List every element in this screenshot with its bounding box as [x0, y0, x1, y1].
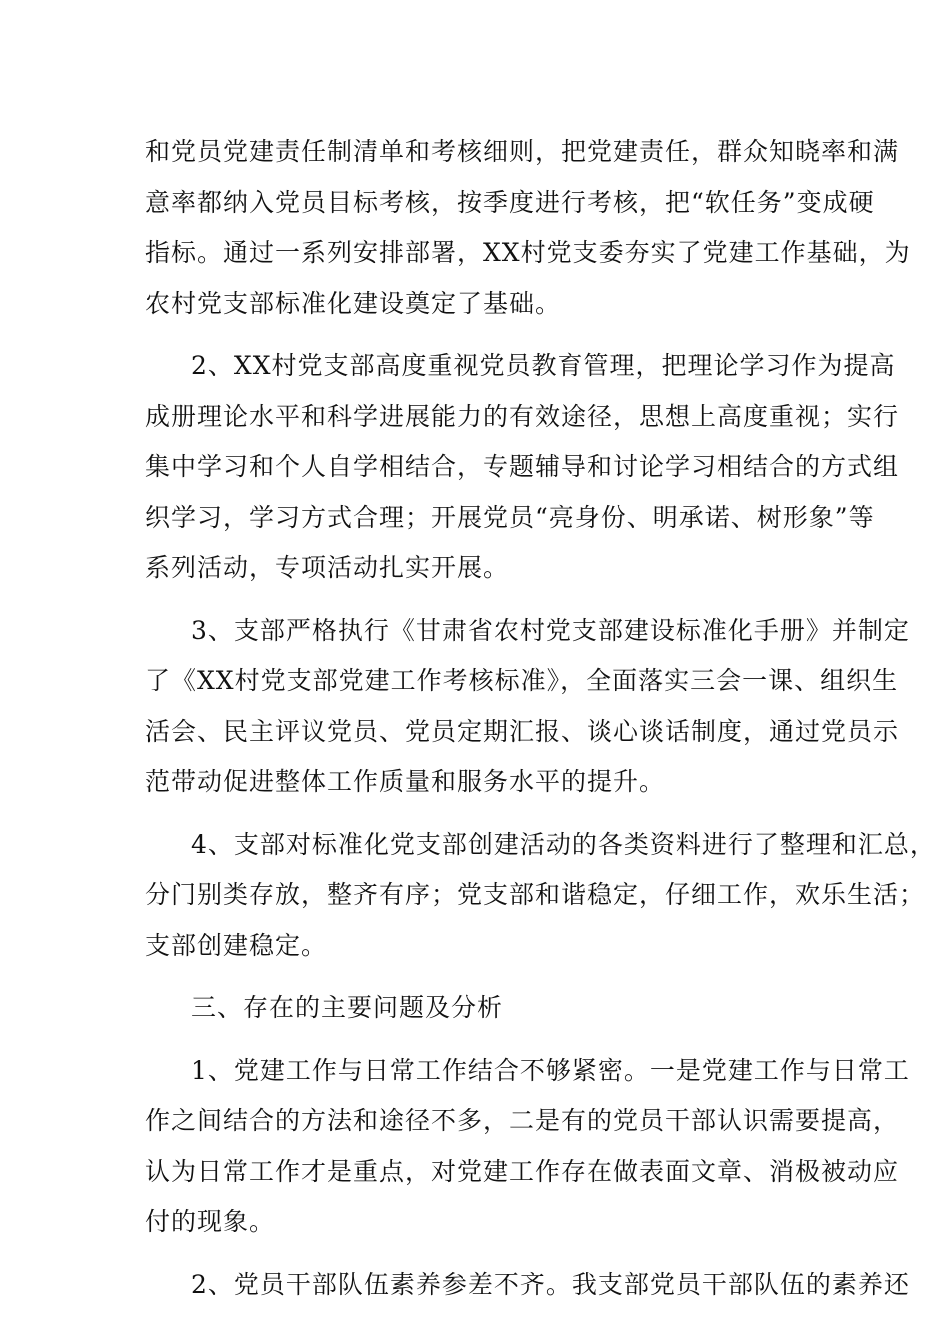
- text-line: 意率都纳入党员目标考核，按季度进行考核，把“软任务”变成硬: [145, 187, 875, 217]
- text-line: 3、支部严格执行《甘肃省农村党支部建设标准化手册》并制定: [191, 615, 910, 645]
- text-line: 活会、民主评议党员、党员定期汇报、谈心谈话制度，通过党员示: [145, 716, 900, 746]
- text-line: 和党员党建责任制清单和考核细则，把党建责任，群众知晓率和满: [145, 137, 900, 166]
- text-line: 认为日常工作才是重点，对党建工作存在做表面文章、消极被动应: [145, 1156, 900, 1186]
- paragraph-gap: [145, 1034, 817, 1046]
- paragraph-gap: [145, 594, 817, 606]
- text-line: 农村党支部标准化建设奠定了基础。: [145, 288, 562, 318]
- text-line: 1、党建工作与日常工作结合不够紧密。一是党建工作与日常工: [191, 1055, 910, 1085]
- text-line: 系列活动，专项活动扎实开展。: [145, 553, 510, 582]
- text-line: 三、存在的主要问题及分析: [191, 993, 504, 1022]
- paragraph-gap: [145, 971, 817, 983]
- text-line: 2、党员干部队伍素养参差不齐。我支部党员干部队伍的素养还: [191, 1269, 910, 1299]
- paragraph-gap: [145, 1248, 817, 1260]
- text-line: 支部创建稳定。: [145, 930, 328, 960]
- body-text: [145, 127, 936, 1310]
- text-line: 指标。通过一系列安排部署，XX村党支委夯实了党建工作基础，为: [145, 238, 911, 267]
- text-line: 付的现象。: [145, 1207, 276, 1236]
- text-line: 集中学习和个人自学相结合，专题辅导和讨论学习相结合的方式组: [145, 452, 900, 481]
- text-line: 2、XX村党支部高度重视党员教育管理，把理论学习作为提高: [191, 351, 896, 380]
- text-line: 作之间结合的方法和途径不多，二是有的党员干部认识需要提高，: [145, 1106, 900, 1135]
- text-line: 织学习，学习方式合理；开展党员“亮身份、明承诺、树形象”等: [145, 502, 875, 532]
- text-line: 4、支部对标准化党支部创建活动的各类资料进行了整理和汇总，: [191, 829, 936, 859]
- text-line: 成册理论水平和科学进展能力的有效途径，思想上高度重视；实行: [145, 401, 900, 431]
- text-line: 了《XX村党支部党建工作考核标准》，全面落实三会一课、组织生: [145, 666, 899, 695]
- paragraph-gap: [145, 808, 817, 820]
- paragraph-gap: [145, 329, 817, 341]
- text-line: 范带动促进整体工作质量和服务水平的提升。: [145, 767, 666, 796]
- text-line: 分门别类存放，整齐有序；党支部和谐稳定，仔细工作，欢乐生活；: [145, 880, 926, 909]
